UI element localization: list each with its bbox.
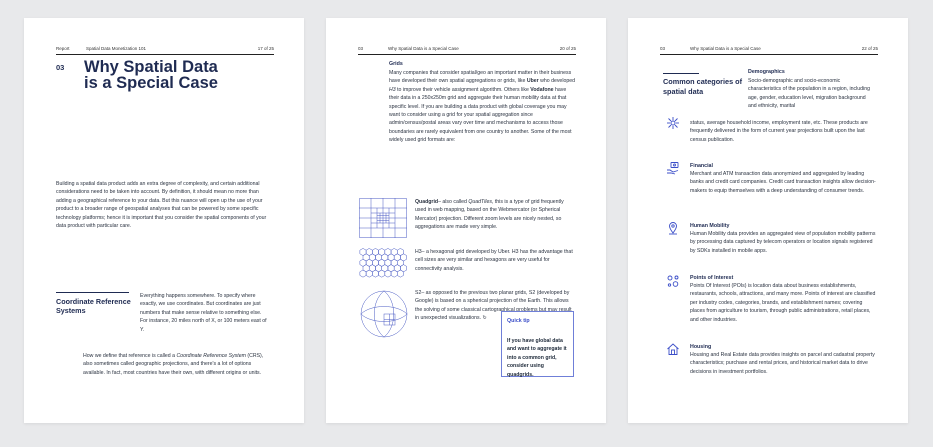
header-page-number: 20 of 25 xyxy=(559,46,576,51)
page-17 xyxy=(24,18,304,423)
grids-text-d: have their data in a 250x250m grid and aggregate their human mobility data at that specific level. If you are building a data product with global coverage you may want to consider using a grid for your spatial aggregation since admin/census/postal areas vary over time and mechanisms to access those boundaries are rarely equivalent from one country to another. Some of the most widely used grid formats are: xyxy=(389,86,572,144)
page-22 xyxy=(628,18,908,423)
quadgrid-text-c: QuadTiles xyxy=(468,199,492,205)
grids-text-c: to improve their vehicle assignment algorithm. Others like xyxy=(395,86,531,93)
quick-tip-title: Quick tip xyxy=(507,318,530,324)
poi-title: Points of Interest xyxy=(690,275,734,281)
header-section-number: 03 xyxy=(660,46,666,51)
header-rule xyxy=(358,54,576,55)
quick-tip-box xyxy=(501,311,574,377)
quadgrid-illustration xyxy=(359,198,407,238)
crs-text-a: How we define that reference is called a xyxy=(83,353,177,359)
grids-text-a: Many companies that consider spatial/geo an important matter in their business have developed their own spatial aggregations or grids, like xyxy=(389,70,572,85)
header-section-number: 03 xyxy=(358,46,364,51)
financial-title: Financial xyxy=(690,163,713,169)
subheading-crs: Coordinate Reference Systems xyxy=(56,297,131,315)
crs-side-text: Everything happens somewhere. To specify where exactly, we use coordinates. But coordinates are just numbers that make sense relative to something else. For instance, 20 miles north of X, or 100 meters east of Y. xyxy=(140,293,267,333)
header-rule xyxy=(56,54,274,55)
location-pin-icon xyxy=(666,221,680,235)
quadgrid-text-d: , this is a type of grid frequently used in web mapping, based on the Webmercator (or Spherical Mercator) projection. Different zoom levels are nicely nested, so aggregations are made very simple. xyxy=(415,199,564,231)
grids-text-b: who developed xyxy=(538,78,576,85)
housing-text: Housing and Real Estate data provides insights on parcel and cadastral property characteristics; purchase and rental prices, and historical market data to drive decisions in investment portfolios. xyxy=(690,352,875,375)
hex-cell xyxy=(397,270,403,277)
hex-cell xyxy=(360,270,366,277)
grids-heading: Grids xyxy=(389,61,403,67)
demographics-title: Demographics xyxy=(748,69,785,75)
poi-icon xyxy=(666,274,680,288)
quadgrid-name: Quadgrid xyxy=(415,199,439,205)
financial-text: Merchant and ATM transaction data anonymized and aggregated by leading banks and credit card companies. Credit card transaction insights allow decision-makers to equip themselves with a deep understanding of consumer trends. xyxy=(690,171,876,194)
house-icon xyxy=(666,342,680,356)
hex-cell xyxy=(366,270,372,277)
mobility-title: Human Mobility xyxy=(690,223,730,229)
quadgrid-text xyxy=(415,198,575,232)
header-rule xyxy=(660,54,878,55)
header-page-number: 22 of 25 xyxy=(861,46,878,51)
header-section-title: Why Spatial Data is a Special Case xyxy=(690,46,761,51)
categories-rule xyxy=(663,73,699,74)
h3-text: H3– a hexagonal grid developed by Uber. H3 has the advantage that cell sizes are very similar and hexagons are very useful for connectivity analysis. xyxy=(415,249,573,272)
quick-tip-text: If you have global data and want to aggregate it into a common grid, consider using quadgrids. xyxy=(507,338,567,378)
section-number: 03 xyxy=(56,63,65,72)
hex-cell xyxy=(379,270,385,277)
hex-cell xyxy=(372,270,378,277)
crs-paragraph xyxy=(83,352,273,377)
s2-text: S2– as opposed to the previous two planar grids, S2 (developed by Google) is based on a spherical projection of the Earth. This allows the solving of some classical cartographical problems but may result in unexpected visualizations. ↻ xyxy=(415,290,572,322)
poi-text: Points Of Interest (POIs) is location data about business establishments, restaurants, schools, attractions, and many more. Points of interest are classified per industry codes, categories, brands, and establishment names; covering places from agriculture to tourism, through public administrations, retail places, and other industries. xyxy=(690,283,876,323)
header-report-label: Report xyxy=(56,46,70,51)
quadgrid-text-b: – also called xyxy=(438,199,469,205)
network-icon xyxy=(666,116,680,130)
hex-cell xyxy=(385,270,391,277)
crs-text-b: (CRS), also sometimes called geographic projections, and there's a lot of options available. In fact, most countries have their own, with different origins or units. xyxy=(83,353,264,376)
demographics-text-a: Socio-demographic and socio-economic characteristics of the population in a region, including age, gender, education level, migration background and ethnicity, marital xyxy=(748,78,870,110)
demographics-text-b: status, average household income, employment rate, etc. These products are frequently delivered in the form of current year projections built upon the last census publication. xyxy=(690,120,868,143)
section-title: Why Spatial Data is a Special Case xyxy=(84,58,218,92)
hex-cell xyxy=(391,270,397,277)
header-doc-title: Spatial Data Monetization 101 xyxy=(86,46,147,51)
categories-title: Common categories of spatial data xyxy=(663,77,743,96)
header-section-title: Why Spatial Data is a Special Case xyxy=(388,46,459,51)
housing-title: Housing xyxy=(690,344,712,350)
grids-uber: Uber xyxy=(526,78,539,85)
crs-text-em: Coordinate Reference System xyxy=(176,353,246,359)
mobility-text: Human Mobility data provides an aggregated view of population mobility patterns by processing data captured by telecom operators or location signals registered by SDKs installed in mobile apps. xyxy=(690,231,876,254)
subheading-rule xyxy=(56,292,129,293)
grids-h3: H3 xyxy=(389,86,396,93)
h3-hex-illustration xyxy=(359,248,409,282)
grids-vodafone: Vodafone xyxy=(530,86,554,93)
s2-sphere-illustration xyxy=(359,289,409,339)
money-hand-icon xyxy=(666,161,680,175)
header-page-number: 17 of 25 xyxy=(257,46,274,51)
page-20 xyxy=(326,18,606,423)
grids-paragraph xyxy=(389,69,575,145)
intro-paragraph: Building a spatial data product adds an extra degree of complexity, and certain additional considerations need to be taken into account. By definition, it should mean no more than adding a geographical reference to your data. But this nuance will open up the use of your product to a broader range of geospatial analyses that can be powered by some specific technology platforms; hence it is important that you consider the spatial components of your data product with particular care. xyxy=(56,181,267,230)
